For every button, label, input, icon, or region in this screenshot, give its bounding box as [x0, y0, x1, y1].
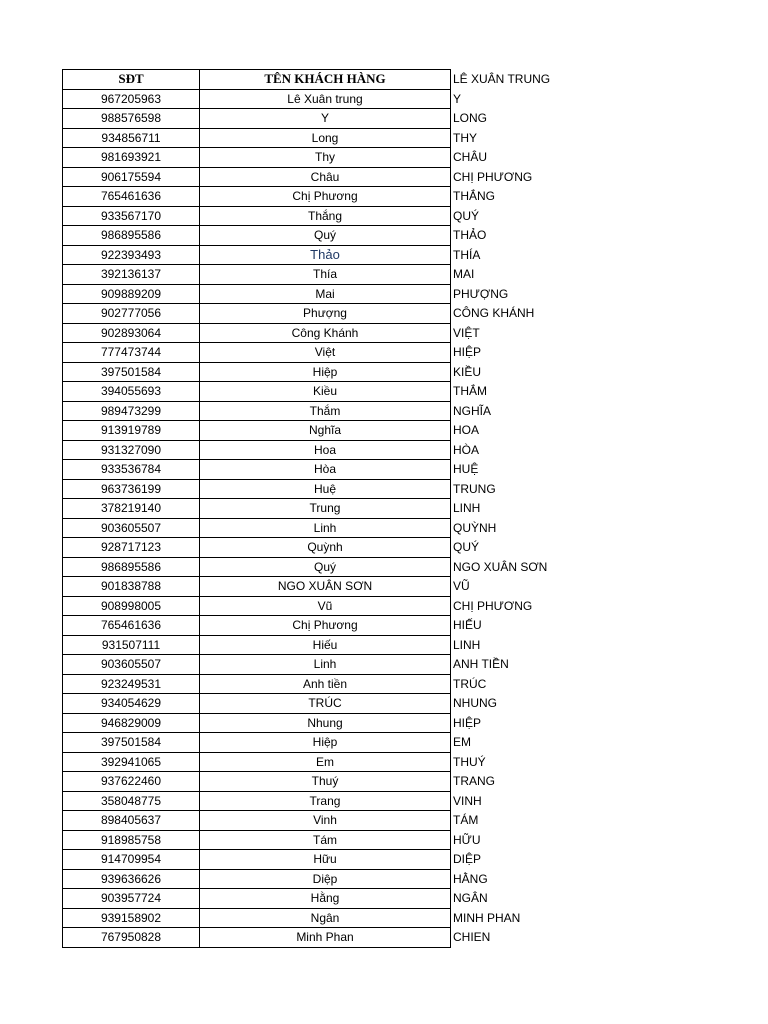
- uppercase-name-cell: THẮM: [453, 384, 487, 399]
- phone-cell: 928717123: [63, 538, 200, 558]
- uppercase-name-cell: LINH: [453, 637, 481, 652]
- table-row: [63, 187, 574, 207]
- table-row: [63, 128, 574, 148]
- table-row: [63, 928, 574, 948]
- uppercase-name-cell: QUÝ: [453, 540, 480, 555]
- table-row: [63, 265, 574, 285]
- table-row: [63, 89, 574, 109]
- header-row: [63, 70, 574, 90]
- customer-name-cell: Hữu: [200, 850, 451, 870]
- phone-cell: 903957724: [63, 889, 200, 909]
- uppercase-name-cell: VIỆT: [453, 325, 480, 340]
- phone-cell: 963736199: [63, 479, 200, 499]
- phone-cell: 392136137: [63, 265, 200, 285]
- phone-cell: 933567170: [63, 206, 200, 226]
- table-row: [63, 148, 574, 168]
- customer-name-cell: Phượng: [200, 304, 451, 324]
- phone-cell: 902893064: [63, 323, 200, 343]
- phone-cell: 901838788: [63, 577, 200, 597]
- table-row: [63, 889, 574, 909]
- uppercase-name-cell: VINH: [453, 793, 482, 808]
- uppercase-name-cell: TÁM: [453, 813, 479, 828]
- uppercase-name-cell: CHIEN: [453, 930, 491, 945]
- phone-cell: 903605507: [63, 655, 200, 675]
- customer-name-cell: Thắm: [200, 401, 451, 421]
- table-row: [63, 908, 574, 928]
- phone-cell: 898405637: [63, 811, 200, 831]
- customer-table: [62, 69, 574, 948]
- uppercase-name-cell: THUÝ: [453, 754, 486, 769]
- uppercase-name-cell: MINH PHAN: [453, 910, 521, 925]
- table-row: [63, 674, 574, 694]
- uppercase-name-cell: LINH: [453, 501, 481, 516]
- customer-name-cell: Thy: [200, 148, 451, 168]
- customer-name-cell: Kiều: [200, 382, 451, 402]
- customer-name-cell: Chị Phương: [200, 187, 451, 207]
- phone-cell: 903605507: [63, 518, 200, 538]
- table-body: [63, 89, 574, 947]
- phone-cell: 902777056: [63, 304, 200, 324]
- uppercase-name-cell: NGO XUÂN SƠN: [453, 559, 548, 574]
- table-row: [63, 382, 574, 402]
- table-row: [63, 518, 574, 538]
- table-row: [63, 401, 574, 421]
- customer-name-cell: Minh Phan: [200, 928, 451, 948]
- table-row: [63, 713, 574, 733]
- table-row: [63, 635, 574, 655]
- phone-cell: 923249531: [63, 674, 200, 694]
- table-row: [63, 616, 574, 636]
- header-customer-name: TÊN KHÁCH HÀNG: [200, 70, 451, 90]
- phone-cell: 765461636: [63, 187, 200, 207]
- customer-name-cell: Hằng: [200, 889, 451, 909]
- table-row: [63, 167, 574, 187]
- customer-name-cell: Hòa: [200, 460, 451, 480]
- phone-cell: 378219140: [63, 499, 200, 519]
- uppercase-name-cell: MAI: [453, 267, 475, 282]
- phone-cell: 939636626: [63, 869, 200, 889]
- phone-cell: 988576598: [63, 109, 200, 129]
- table-row: [63, 109, 574, 129]
- phone-cell: 914709954: [63, 850, 200, 870]
- customer-name-cell: Huệ: [200, 479, 451, 499]
- table-row: [63, 479, 574, 499]
- phone-cell: 939158902: [63, 908, 200, 928]
- customer-name-cell: Trang: [200, 791, 451, 811]
- uppercase-name-cell: CHÂU: [453, 150, 488, 165]
- uppercase-name-cell: HÒA: [453, 442, 480, 457]
- customer-name-cell: Châu: [200, 167, 451, 187]
- table-row: [63, 830, 574, 850]
- table-row: [63, 557, 574, 577]
- table-row: [63, 791, 574, 811]
- table-row: [63, 869, 574, 889]
- customer-name-cell: Ngân: [200, 908, 451, 928]
- uppercase-name-cell: KIỀU: [453, 364, 482, 379]
- uppercase-name-cell: HIẾU: [453, 618, 482, 633]
- header-extra-name: LÊ XUÂN TRUNG: [453, 72, 551, 87]
- phone-cell: 909889209: [63, 284, 200, 304]
- uppercase-name-cell: QUÝ: [453, 208, 480, 223]
- phone-cell: 933536784: [63, 460, 200, 480]
- customer-name-cell: Em: [200, 752, 451, 772]
- table-row: [63, 206, 574, 226]
- customer-name-cell: Chị Phương: [200, 616, 451, 636]
- table-row: [63, 226, 574, 246]
- customer-sheet: [62, 69, 574, 948]
- customer-name-cell: Diệp: [200, 869, 451, 889]
- phone-cell: 397501584: [63, 362, 200, 382]
- uppercase-name-cell: HIỆP: [453, 715, 482, 730]
- table-row: [63, 343, 574, 363]
- header-phone: SĐT: [63, 70, 200, 90]
- uppercase-name-cell: LONG: [453, 111, 488, 126]
- uppercase-name-cell: THẮNG: [453, 189, 495, 204]
- phone-cell: 937622460: [63, 772, 200, 792]
- phone-cell: 392941065: [63, 752, 200, 772]
- uppercase-name-cell: CÔNG KHÁNH: [453, 306, 535, 321]
- customer-name-cell: Y: [200, 109, 451, 129]
- customer-name-cell: Quỳnh: [200, 538, 451, 558]
- uppercase-name-cell: HOA: [453, 423, 480, 438]
- customer-name-cell: Long: [200, 128, 451, 148]
- customer-name-cell: Trung: [200, 499, 451, 519]
- phone-cell: 946829009: [63, 713, 200, 733]
- customer-name-cell: Tám: [200, 830, 451, 850]
- table-row: [63, 811, 574, 831]
- phone-cell: 906175594: [63, 167, 200, 187]
- customer-name-cell: Nhung: [200, 713, 451, 733]
- customer-name-cell: Anh tiền: [200, 674, 451, 694]
- phone-cell: 931327090: [63, 440, 200, 460]
- uppercase-name-cell: Y: [453, 91, 462, 106]
- customer-name-cell: Vinh: [200, 811, 451, 831]
- customer-name-cell: Việt: [200, 343, 451, 363]
- phone-cell: 986895586: [63, 557, 200, 577]
- customer-name-cell: NGO XUÂN SƠN: [200, 577, 451, 597]
- phone-cell: 767950828: [63, 928, 200, 948]
- phone-cell: 989473299: [63, 401, 200, 421]
- table-row: [63, 440, 574, 460]
- table-row: [63, 284, 574, 304]
- phone-cell: 918985758: [63, 830, 200, 850]
- phone-cell: 934054629: [63, 694, 200, 714]
- uppercase-name-cell: DIỆP: [453, 852, 482, 867]
- uppercase-name-cell: NHUNG: [453, 696, 497, 711]
- customer-name-cell: Thuý: [200, 772, 451, 792]
- table-row: [63, 752, 574, 772]
- table-row: [63, 304, 574, 324]
- customer-name-cell: Quý: [200, 226, 451, 246]
- customer-name-cell: Công Khánh: [200, 323, 451, 343]
- customer-name-cell: Hiếu: [200, 635, 451, 655]
- uppercase-name-cell: HỮU: [453, 832, 481, 847]
- table-row: [63, 323, 574, 343]
- phone-cell: 922393493: [63, 245, 200, 265]
- uppercase-name-cell: ANH TIỀN: [453, 657, 509, 672]
- customer-name-cell: Linh: [200, 655, 451, 675]
- table-row: [63, 245, 574, 265]
- customer-name-cell: Quý: [200, 557, 451, 577]
- table-row: [63, 694, 574, 714]
- phone-cell: 981693921: [63, 148, 200, 168]
- uppercase-name-cell: THY: [453, 130, 477, 145]
- customer-name-cell: Thảo: [200, 245, 451, 265]
- table-row: [63, 577, 574, 597]
- uppercase-name-cell: HẰNG: [453, 871, 488, 886]
- phone-cell: 358048775: [63, 791, 200, 811]
- customer-name-cell: Thắng: [200, 206, 451, 226]
- phone-cell: 394055693: [63, 382, 200, 402]
- phone-cell: 934856711: [63, 128, 200, 148]
- phone-cell: 986895586: [63, 226, 200, 246]
- uppercase-name-cell: NGÂN: [453, 891, 488, 906]
- uppercase-name-cell: CHỊ PHƯƠNG: [453, 169, 533, 184]
- phone-cell: 931507111: [63, 635, 200, 655]
- uppercase-name-cell: TRANG: [453, 774, 495, 789]
- phone-cell: 967205963: [63, 89, 200, 109]
- uppercase-name-cell: THÍA: [453, 247, 481, 262]
- uppercase-name-cell: TRÚC: [453, 676, 487, 691]
- uppercase-name-cell: THẢO: [453, 228, 487, 243]
- customer-name-cell: Thía: [200, 265, 451, 285]
- customer-name-cell: Vũ: [200, 596, 451, 616]
- table-row: [63, 538, 574, 558]
- uppercase-name-cell: NGHĨA: [453, 403, 492, 418]
- table-row: [63, 460, 574, 480]
- customer-name-cell: Linh: [200, 518, 451, 538]
- table-row: [63, 733, 574, 753]
- customer-name-cell: Hoa: [200, 440, 451, 460]
- uppercase-name-cell: QUỲNH: [453, 520, 497, 535]
- customer-name-cell: Nghĩa: [200, 421, 451, 441]
- phone-cell: 908998005: [63, 596, 200, 616]
- uppercase-name-cell: HIỆP: [453, 345, 482, 360]
- phone-cell: 913919789: [63, 421, 200, 441]
- customer-name-cell: TRÚC: [200, 694, 451, 714]
- customer-name-cell: Mai: [200, 284, 451, 304]
- phone-cell: 397501584: [63, 733, 200, 753]
- uppercase-name-cell: HUỆ: [453, 462, 479, 477]
- uppercase-name-cell: PHƯỢNG: [453, 286, 509, 301]
- phone-cell: 777473744: [63, 343, 200, 363]
- phone-cell: 765461636: [63, 616, 200, 636]
- uppercase-name-cell: EM: [453, 735, 471, 750]
- table-row: [63, 655, 574, 675]
- customer-name-cell: Lê Xuân trung: [200, 89, 451, 109]
- customer-name-cell: Hiệp: [200, 733, 451, 753]
- customer-name-cell: Hiệp: [200, 362, 451, 382]
- table-row: [63, 421, 574, 441]
- table-row: [63, 499, 574, 519]
- uppercase-name-cell: CHỊ PHƯƠNG: [453, 598, 533, 613]
- uppercase-name-cell: TRUNG: [453, 481, 496, 496]
- table-row: [63, 596, 574, 616]
- table-row: [63, 850, 574, 870]
- table-row: [63, 772, 574, 792]
- table-row: [63, 362, 574, 382]
- uppercase-name-cell: VŨ: [453, 579, 470, 594]
